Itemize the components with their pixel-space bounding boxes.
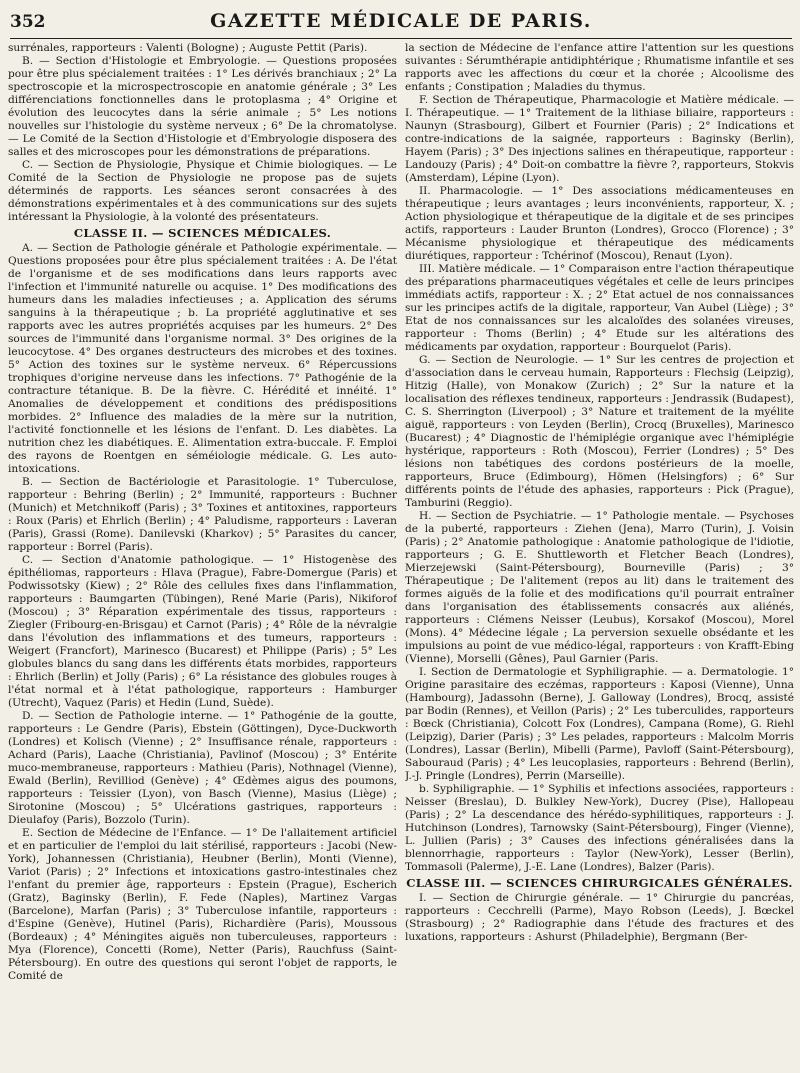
paragraph: C. — Section de Physiologie, Physique et Chimie biologiques. — Le Comité de la Section de Physiologie ne propose pas de sujets déterminés de rapports. Les séances seront consacrées à des démonstrations expérimentales et à des communications sur des sujets intéressant la Physiologie, à la volonté des présentateurs. [8, 159, 397, 223]
paragraph: B. — Section de Bactériologie et Parasitologie. 1° Tuberculose, rapporteur : Behring (Berlin) ; 2° Immunité, rapporteurs : Buchner (Munich) et Metchnikoff (Paris) ; 3° Toxines et antitoxines, rapporteurs : Roux (Paris) et Ehrlich (Berlin) ; 4° Paludisme, rapporteurs : Laveran (Paris), Grassi (Rome). Danilevski (Kharkov) ; 5° Parasites du cancer, rapporteur : Borrel (Paris). [8, 476, 397, 553]
page-header [10, 10, 792, 39]
paragraph: I. Section de Dermatologie et Syphiligraphie. — a. Dermatologie. 1° Origine parasitaire des eczémas, rapporteurs : Kaposi (Vienne), Unna (Hambourg), Jadassohn (Berne), J. Galloway (Londres), Brocq, assisté par Bodin (Rennes), et Veillon (Paris) ; 2° Les tuberculides, rapporteurs : Bœck (Christiania), Colcott Fox (Londres), Campana (Rome), G. Riehl (Leipzig), Darier (Paris) ; 3° Les pelades, rapporteurs : Malcolm Morris (Londres), Lassar (Berlin), Mibelli (Parme), Pavloff (Saint-Pétersbourg), Sabouraud (Paris) ; 4° Les leucoplasies, rapporteurs : Behrend (Berlin), J.-J. Pringle (Londres), Perrin (Marseille). [405, 666, 794, 782]
paragraph: H. — Section de Psychiatrie. — 1° Pathologie mentale. — Psychoses de la puberté, rapporteurs : Ziehen (Jena), Marro (Turin), J. Voisin (Paris) ; 2° Anatomie pathologique : Anatomie pathologique de l'idiotie, rapporteurs ; G. E. Shuttleworth et Fletcher Beach (Londres), Mierzejewski (Saint-Pétersbourg), Bourneville (Paris) ; 3° Thérapeutique ; De l'alitement (repos au lit) dans le traitement des formes aiguës de la folie et des modifications qu'il pourrait entraîner dans l'organisation des établissements consacrés aux aliénés, rapporteurs : Clémens Neisser (Leubus), Korsakof (Moscou), Morel (Mons). 4° Médecine légale ; La perversion sexuelle obsédante et les impulsions au point de vue médico-légal, rapporteurs : von Krafft-Ebing (Vienne), Morselli (Gênes), Paul Garnier (Paris. [405, 510, 794, 665]
section-heading: CLASSE II. — SCIENCES MÉDICALES. [73, 226, 332, 240]
paragraph: b. Syphiligraphie. — 1° Syphilis et infections associées, rapporteurs : Neisser (Breslau), D. Bulkley New-York), Ducrey (Pise), Hallopeau (Paris) ; 2° La descendance des hérédo-syphilitiques, rapporteurs : J. Hutchinson (Londres), Tarnowsky (Saint-Pétersbourg), Finger (Vienne), L. Jullien (Paris) ; 3° Causes des infections généralisées dans la blennorrhagie, rapporteurs : Taylor (New-York), Lesser (Berlin), Tommasoli (Palerme), J.-E. Lane (Londres), Balzer (Paris). [405, 783, 794, 873]
paragraph: G. — Section de Neurologie. — 1° Sur les centres de projection et d'association dans le cerveau humain, Rapporteurs : Flechsig (Leipzig), Hitzig (Halle), von Monakow (Zurich) ; 2° Sur la nature et la localisation des réflexes tendineux, rapporteurs : Jendrassik (Budapest), C. S. Sherrington (Liverpool) ; 3° Nature et traitement de la myélite aiguë, rapporteurs : von Leyden (Berlin), Crocq (Bruxelles), Marinesco (Bucarest) ; 4° Diagnostic de l'hémiplégie organique avec l'hémiplégie hystérique, rapporteurs : Roth (Moscou), Ferrier (Londres) ; 5° Des lésions non tabétiques des cordons postérieurs de la moelle, rapporteurs, Bruce (Edimbourg), Hömen (Helsingfors) ; 6° Sur différents points de l'étude des aphasies, rapporteurs : Pick (Prague), Tamburini (Reggio). [405, 354, 794, 509]
text-columns [8, 42, 794, 983]
paragraph: III. Matière médicale. — 1° Comparaison entre l'action thérapeutique des préparations pharmaceutiques végétales et celle de leurs principes immédiats actifs, rapporteur : X. ; 2° Etat actuel de nos connaissances sur les principes actifs de la digitale, rapporteur, Van Aubel (Liège) ; 3° Etat de nos connaissances sur les alcaloïdes des solanées vireuses, rapporteur : Thoms (Berlin) ; 4° Etude sur les altérations des médicaments par oxydation, rapporteur : Bourquelot (Paris). [405, 263, 794, 353]
journal-title: GAZETTE MÉDICALE DE PARIS. [210, 10, 592, 32]
paragraph: II. Pharmacologie. — 1° Des associations médicamenteuses en thérapeutique ; leurs avantages ; leurs inconvénients, rapporteur, X. ; Action physiologique et thérapeutique de la digitale et de ses principes actifs, rapporteurs : Lauder Brunton (Londres), Grocco (Florence) ; 3° Mécanisme physiologique et thérapeutique des médicaments diurétiques, rapporteur : Tchérinof (Moscou), Renaut (Lyon). [405, 185, 794, 262]
page-number: 352 [10, 12, 46, 32]
paragraph: E. Section de Médecine de l'Enfance. — 1° De l'allaitement artificiel et en particulier de l'emploi du lait stérilisé, rapporteurs : Jacobi (New-York), Johannessen (Christiania), Heubner (Berlin), Monti (Vienne), Variot (Paris) ; 2° Infections et intoxications gastro-intestinales chez l'enfant du premier âge, rapporteurs : Epstein (Prague), Escherich (Gratz), Baginsky (Berlin), F. Fede (Naples), Martinez Vargas (Barcelone), Marfan (Paris) ; 3° Tuberculose infantile, rapporteurs : d'Espine (Genève), Hutinel (Paris), Richardière (Paris), Moussous (Bordeaux) ; 4° Méningites aiguës non tuberculeuses, rapporteurs : Mya (Florence), Concetti (Rome), Netter (Paris), Rauchfuss (Saint-Pétersbourg). En outre des questions qui seront l'objet de rapports, le Comité de [8, 827, 397, 982]
paragraph: A. — Section de Pathologie générale et Pathologie expérimentale. — Questions proposées pour être plus spécialement traitées : A. De l'état de l'organisme et de ses modifications dans leurs rapports avec l'infection et l'immunité naturelle ou acquise. 1° Des modifications des humeurs dans les maladies infectieuses ; a. Application des sérums sanguins à la thérapeutique ; b. La propriété agglutinative et ses rapports avec les autres propriétés acquises par les humeurs. 2° Des sources de l'immunité dans l'organisme normal. 3° Des origines de la leucocytose. 4° Des organes destructeurs des microbes et des toxines. 5° Action des toxines sur le système nerveux. 6° Répercussions trophiques d'origine nerveuse dans les infections. 7° Pathogénie de la contracture tétanique. B. De la fièvre. C. Hérédité et innéité. 1° Anomalies de développement et conditions des prédispositions morbides. 2° Influence des maladies de la mère sur la nutrition, l'activité fonctionnelle et les lésions de l'enfant. D. Les diabètes. La nutrition chez les diabétiques. E. Alimentation extra-buccale. F. Emploi des rayons de Roentgen en séméiologie médicale. G. Les auto-intoxications. [8, 242, 397, 475]
paragraph: D. — Section de Pathologie interne. — 1° Pathogénie de la goutte, rapporteurs : Le Gendre (Paris), Ebstein (Göttingen), Dyce-Duckworth (Londres) et Kolisch (Vienne) ; 2° Insuffisance rénale, rapporteurs : Achard (Paris), Laache (Christiania), Pavlinof (Moscou) ; 3° Entérite muco-membraneuse, rapporteurs : Mathieu (Paris), Nothnagel (Vienne), Ewald (Berlin), Revilliod (Genève) ; 4° Œdèmes aigus des poumons, rapporteurs : Teissier (Lyon), von Basch (Vienne), Masius (Liège) ; Sirotonine (Moscou) ; 5° Ulcérations gastriques, rapporteurs : Dieulafoy (Paris), Bozzolo (Turin). [8, 710, 397, 826]
paragraph: C. — Section d'Anatomie pathologique. — 1° Histogenèse des épithéliomas, rapporteurs : Hlava (Prague), Fabre-Domergue (Paris) et Podwissotsky (Kiew) ; 2° Rôle des cellules fixes dans l'inflammation, rapporteurs : Baumgarten (Tübingen), René Marie (Paris), Nikiforof (Moscou) ; 3° Réparation expérimentale des tissus, rapporteurs : Ziegler (Fribourg-en-Brisgau) et Carnot (Paris) ; 4° Rôle de la névralgie dans l'évolution des inflammations et des tumeurs, rapporteurs : Weigert (Francfort), Marinesco (Bucarest) et Philippe (Paris) ; 5° Les globules blancs du sang dans les différents états morbides, rapporteurs : Ehrlich (Berlin) et Jolly (Paris) ; 6° La résistance des globules rouges à l'état normal et à l'état pathologique, rapporteurs : Hamburger (Utrecht), Vaquez (Paris) et Hedin (Lund, Suède). [8, 554, 397, 709]
paragraph: B. — Section d'Histologie et Embryologie. — Questions proposées pour être plus spécialement traitées : 1° Les dérivés branchiaux ; 2° La spectroscopie et la microspectroscopie en anatomie générale ; 3° Les différenciations fonctionnelles dans le protoplasma ; 4° Origine et évolution des leucocytes dans la série animale ; 5° Les notions nouvelles sur l'histologie du système nerveux ; 6° De la chromatolyse. — Le Comité de la Section d'Histologie et d'Embryologie disposera des salles et des microscopes pour les démonstrations de préparations. [8, 55, 397, 158]
paragraph: surrénales, rapporteurs : Valenti (Bologne) ; Auguste Pettit (Paris). [8, 42, 368, 54]
paragraph: F. Section de Thérapeutique, Pharmacologie et Matière médicale. — I. Thérapeutique. — 1° Traitement de la lithiase biliaire, rapporteurs : Naunyn (Strasbourg), Gilbert et Fournier (Paris) ; 2° Indications et contre-indications de la saignée, rapporteurs : Baginsky (Berlin), Hayem (Paris) ; 3° Des injections salines en thérapeutique, rapporteur : Landouzy (Paris) ; 4° Doit-on combattre la fièvre ?, rapporteurs, Stokvis (Amsterdam), Lépine (Lyon). [405, 94, 794, 184]
paragraph: I. — Section de Chirurgie générale. — 1° Chirurgie du pancréas, rapporteurs : Cecchrelli (Parme), Mayo Robson (Leeds), J. Bœckel (Strasbourg) ; 2° Radiographie dans l'étude des fractures et des luxations, rapporteurs : Ashurst (Philadelphie), Bergmann (Ber- [405, 892, 794, 943]
left-column [8, 42, 397, 983]
section-heading: CLASSE III. — SCIENCES CHIRURGICALES GÉNÉRALES. [406, 876, 793, 890]
paragraph: la section de Médecine de l'enfance attire l'attention sur les questions suivantes : Sérumthérapie antidiphtérique ; Rhumatisme infantile et ses rapports avec les affections du cœur et la chorée ; Alcoolisme des enfants ; Constipation ; Maladies du thymus. [405, 42, 794, 93]
right-column [405, 42, 794, 983]
